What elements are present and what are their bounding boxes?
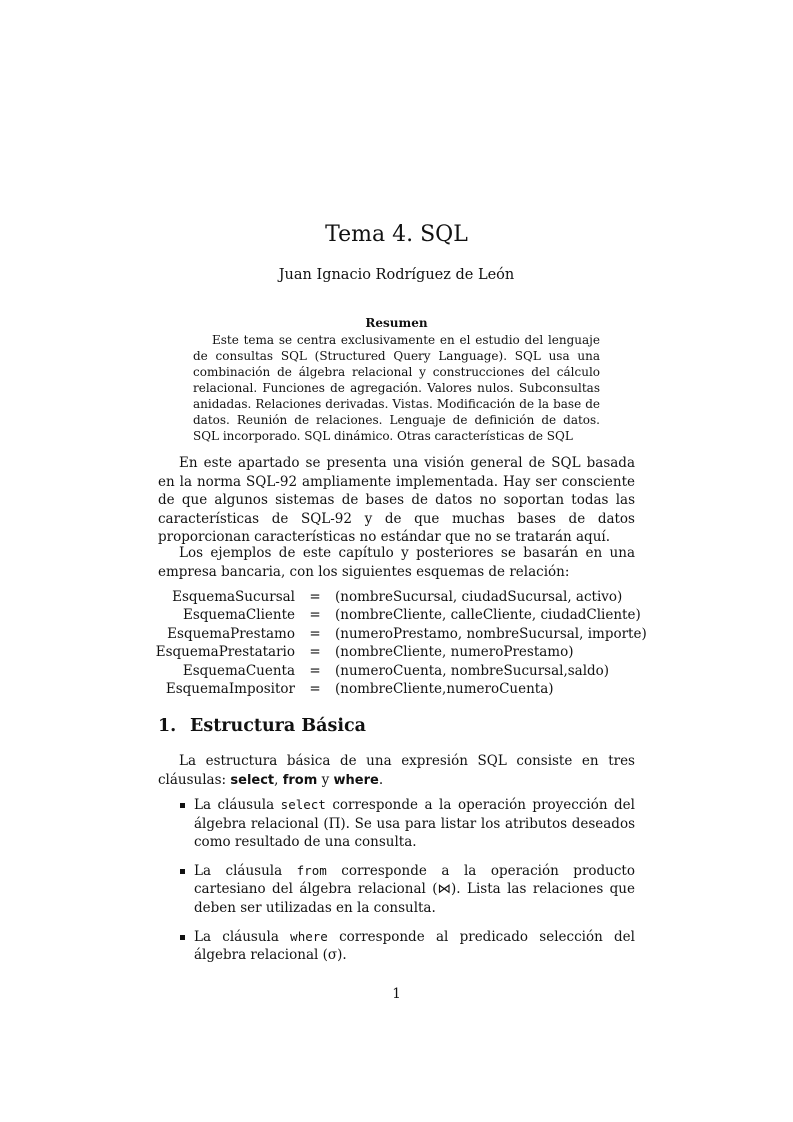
schema-equals: = (309, 644, 321, 661)
schema-name: EsquemaImpositor (165, 681, 295, 698)
section-title: Estructura Básica (190, 716, 366, 736)
abstract-heading: Resumen (365, 316, 428, 330)
keyword-where: where (333, 772, 379, 788)
schema-name: EsquemaCuenta (182, 662, 295, 679)
schema-attributes: (nombreCliente, calleCliente, ciudadCliente) (335, 607, 641, 624)
code-from: from (296, 862, 327, 878)
item-text-pre: La cláusula (194, 797, 281, 813)
schema-name: EsquemaPrestamo (167, 625, 295, 642)
schema-row (150, 662, 647, 680)
item-text-pre: La cláusula (194, 928, 291, 945)
schema-attributes: (nombreCliente,numeroCuenta) (335, 681, 554, 698)
sentence-end: . (378, 771, 384, 788)
keyword-from: from (282, 772, 318, 788)
keyword-select: select (230, 772, 275, 788)
author-name: Juan Ignacio Rodríguez de León (278, 267, 515, 283)
schema-equals: = (309, 662, 321, 679)
abstract-text: Este tema se centra exclusivamente en el estudio del lenguaje de consultas SQL (Structured Query Language). SQL usa una combinación de álgebra relacional y construcciones del cálculo relacional. Funciones de agregación. Valores nulos. Subconsultas anidadas. Relaciones derivadas. Vistas. Modificación de la base de datos. Reunión de relaciones. Lenguaje de definición de datos. SQL incorporado. SQL dinámico. Otras características de SQL (193, 333, 600, 443)
item-text-post: corresponde a la operación producto cartesiano del álgebra relacional (⋈). Lista las relaciones que deben ser utilizadas en la consulta. (194, 862, 635, 916)
schema-name: EsquemaPrestatario (155, 644, 295, 661)
schema-list (150, 588, 647, 698)
section-intro-paragraph (158, 752, 635, 790)
bullet-square-icon (180, 935, 185, 940)
schema-name: EsquemaSucursal (172, 589, 295, 605)
intro-paragraph: En este apartado se presenta una visión general de SQL basada en la norma SQL-92 ampliamente implementada. Hay ser consciente de que algunos sistemas de bases de datos no soportan todas las características de SQL-92 y de que muchas bases de datos proporcionan características no estándar que no se tratarán aquí. (158, 455, 635, 546)
section-number: 1. (158, 716, 177, 736)
bullet-square-icon (180, 803, 185, 808)
schema-row (150, 606, 647, 624)
bullet-square-icon (180, 869, 185, 874)
schema-row (150, 680, 647, 698)
schema-attributes: (numeroCuenta, nombreSucursal,saldo) (335, 662, 610, 679)
schema-row (150, 643, 647, 661)
section-heading (158, 716, 366, 736)
section-intro-text: La estructura básica de una expresión SQL consiste en tres cláusulas: (158, 753, 635, 788)
schema-equals: = (309, 681, 321, 698)
schema-attributes: (nombreCliente, numeroPrestamo) (335, 644, 574, 661)
schema-equals: = (309, 625, 321, 642)
schema-row (150, 625, 647, 643)
schema-equals: = (309, 589, 321, 605)
document-title: Tema 4. SQL (325, 222, 468, 247)
item-text-pre: La cláusula (194, 862, 297, 879)
code-where: where (290, 928, 328, 944)
schema-attributes: (numeroPrestamo, nombreSucursal, importe) (335, 625, 647, 642)
schema-equals: = (309, 607, 321, 624)
schema-name: EsquemaCliente (182, 607, 295, 624)
list-item (158, 862, 635, 918)
item-text-post: corresponde al predicado selección del álgebra relacional (σ). (194, 928, 635, 964)
examples-paragraph: Los ejemplos de este capítulo y posteriores se basarán en una empresa bancaria, con los siguientes esquemas de relación: (158, 545, 635, 580)
list-item (158, 796, 635, 852)
code-select: select (280, 797, 326, 812)
page-number: 1 (392, 986, 401, 1002)
schema-attributes: (nombreSucursal, ciudadSucursal, activo) (335, 589, 623, 605)
list-item (158, 928, 635, 965)
clause-list (158, 796, 635, 975)
schema-row (150, 588, 647, 606)
item-text-post: corresponde a la operación proyección del álgebra relacional (Π). Se usa para listar los atributos deseados como resultado de una consulta. (194, 797, 635, 851)
separator: y (317, 771, 334, 788)
separator: , (274, 771, 283, 788)
